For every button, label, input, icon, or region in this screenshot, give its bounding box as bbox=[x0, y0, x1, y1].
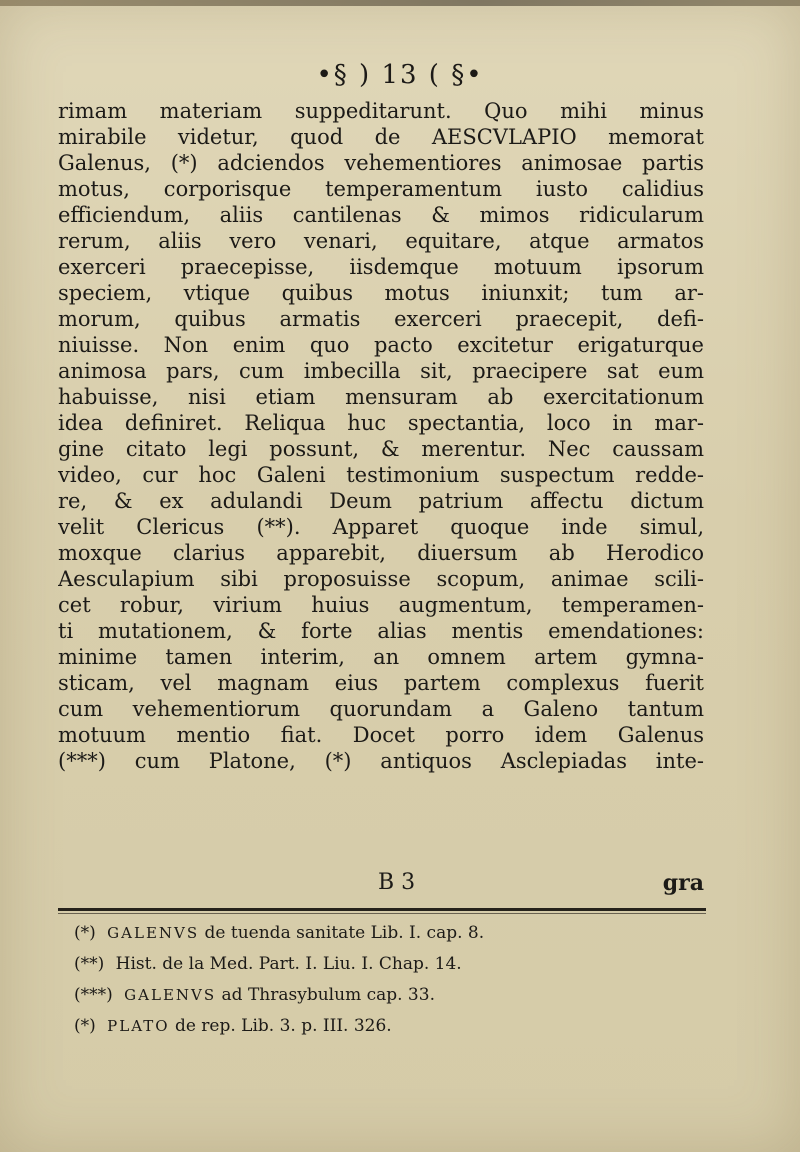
footnote-author: GALENVS bbox=[124, 986, 217, 1004]
text-line: motus, corporisque temperamentum iusto calidius bbox=[58, 177, 704, 201]
footnote bbox=[74, 918, 634, 949]
footnote-mark: (**) bbox=[74, 954, 105, 974]
footnote-mark: (*) bbox=[74, 923, 96, 943]
footnote bbox=[74, 949, 634, 980]
signature-row bbox=[58, 870, 704, 900]
text-line: speciem, vtique quibus motus iniunxit; tum ar- bbox=[58, 281, 704, 305]
text-line: minime tamen interim, an omnem artem gymna- bbox=[58, 645, 704, 669]
text-line: rerum, aliis vero venari, equitare, atque armatos bbox=[58, 229, 704, 253]
footnote-mark: (***) bbox=[74, 985, 113, 1005]
footnote-author: PLATO bbox=[107, 1017, 170, 1035]
footnote-mark: (*) bbox=[74, 1016, 96, 1036]
text-line: (***) cum Platone, (*) antiquos Asclepiadas inte- bbox=[58, 749, 704, 773]
page-header: •§ ) 13 ( §• bbox=[316, 60, 484, 90]
text-line: video, cur hoc Galeni testimonium suspectum redde- bbox=[58, 463, 704, 487]
text-line: ti mutationem, & forte alias mentis emendationes: bbox=[58, 619, 704, 643]
signature-mark: B 3 bbox=[378, 870, 416, 895]
page-top-edge bbox=[0, 0, 800, 6]
footnote-text: Hist. de la Med. Part. I. Liu. I. Chap. 14. bbox=[115, 954, 462, 974]
text-line: mirabile videtur, quod de AESCVLAPIO memorat bbox=[58, 125, 704, 149]
text-line: Galenus, (*) adciendos vehementiores animosae partis bbox=[58, 151, 704, 175]
text-line: animosa pars, cum imbecilla sit, praecipere sat eum bbox=[58, 359, 704, 383]
text-line: cet robur, virium huius augmentum, temperamen- bbox=[58, 593, 704, 617]
text-line: moxque clarius apparebit, diuersum ab Herodico bbox=[58, 541, 704, 565]
footnote-rule-thin bbox=[58, 913, 706, 914]
footnote-rule bbox=[58, 908, 706, 911]
text-line: efficiendum, aliis cantilenas & mimos ridicularum bbox=[58, 203, 704, 227]
footnotes bbox=[74, 918, 634, 1042]
footnote-author: GALENVS bbox=[107, 924, 200, 942]
text-line: re, & ex adulandi Deum patrium affectu dictum bbox=[58, 489, 704, 513]
text-line: niuisse. Non enim quo pacto excitetur erigaturque bbox=[58, 333, 704, 357]
text-line: exerceri praecepisse, iisdemque motuum ipsorum bbox=[58, 255, 704, 279]
footnote bbox=[74, 980, 634, 1011]
text-line: velit Clericus (**). Apparet quoque inde simul, bbox=[58, 515, 704, 539]
footnote bbox=[74, 1011, 634, 1042]
text-line: idea definiret. Reliqua huc spectantia, loco in mar- bbox=[58, 411, 704, 435]
text-line: Aesculapium sibi proposuisse scopum, animae scili- bbox=[58, 567, 704, 591]
text-line: gine citato legi possunt, & merentur. Nec caussam bbox=[58, 437, 704, 461]
text-line: rimam materiam suppeditarunt. Quo mihi minus bbox=[58, 99, 704, 123]
footnote-text: de rep. Lib. 3. p. III. 326. bbox=[174, 1016, 392, 1036]
text-line: habuisse, nisi etiam mensuram ab exercitationum bbox=[58, 385, 704, 409]
catchword: gra bbox=[662, 870, 704, 896]
text-line: motuum mentio fiat. Docet porro idem Galenus bbox=[58, 723, 704, 747]
text-line: cum vehementiorum quorundam a Galeno tantum bbox=[58, 697, 704, 721]
text-line: sticam, vel magnam eius partem complexus fuerit bbox=[58, 671, 704, 695]
main-text bbox=[58, 98, 704, 774]
footnote-text: ad Thrasybulum cap. 33. bbox=[221, 985, 435, 1005]
footnote-text: de tuenda sanitate Lib. I. cap. 8. bbox=[204, 923, 485, 943]
text-line: morum, quibus armatis exerceri praecepit, defi- bbox=[58, 307, 704, 331]
